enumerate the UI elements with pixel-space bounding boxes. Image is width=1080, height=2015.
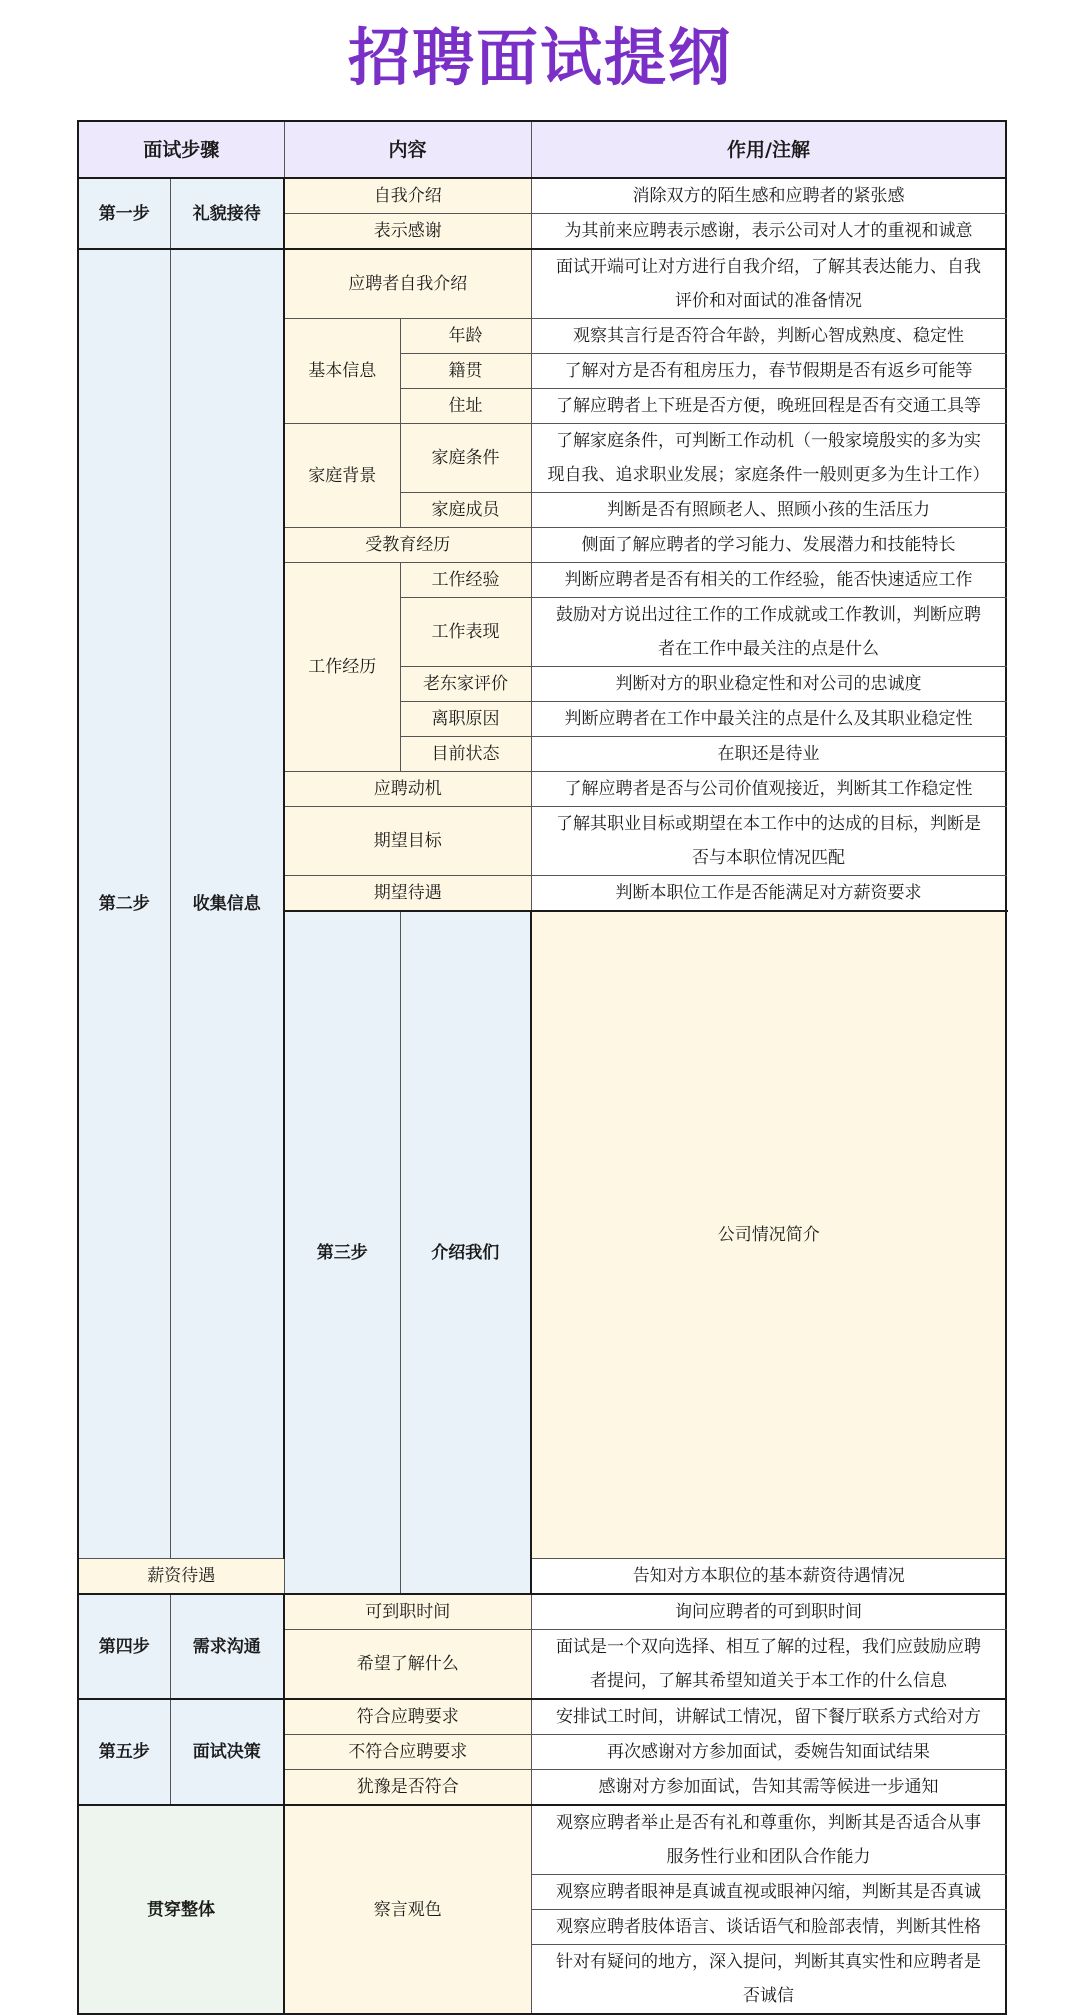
content-cell: 薪资待遇 bbox=[78, 1559, 284, 1595]
note-cell: 判断对方的职业稳定性和对公司的忠诚度 bbox=[531, 667, 1006, 702]
note-cell: 观察应聘者举止是否有礼和尊重你，判断其是否适合从事 bbox=[531, 1805, 1006, 1840]
step-label: 第一步 bbox=[78, 178, 170, 249]
sub-item-cell: 年龄 bbox=[400, 319, 531, 354]
table-row bbox=[78, 1805, 1006, 1840]
content-cell: 应聘者自我介绍 bbox=[284, 249, 531, 319]
note-cell: 了解应聘者上下班是否方便，晚班回程是否有交通工具等 bbox=[531, 389, 1006, 424]
sub-item-cell: 工作经验 bbox=[400, 563, 531, 598]
stage-label: 需求沟通 bbox=[170, 1594, 284, 1699]
content-cell: 表示感谢 bbox=[284, 214, 531, 250]
note-cell: 再次感谢对方参加面试，委婉告知面试结果 bbox=[531, 1735, 1006, 1770]
sub-item-cell: 工作表现 bbox=[400, 598, 531, 667]
content-cell: 符合应聘要求 bbox=[284, 1699, 531, 1735]
sub-item-cell: 家庭成员 bbox=[400, 493, 531, 528]
table-row bbox=[78, 1559, 1006, 1595]
overall-label: 贯穿整体 bbox=[78, 1805, 284, 2014]
table-row bbox=[78, 249, 1006, 284]
note-cell: 服务性行业和团队合作能力 bbox=[531, 1840, 1006, 1875]
content-cell: 希望了解什么 bbox=[284, 1630, 531, 1700]
note-cell: 针对有疑问的地方，深入提问，判断其真实性和应聘者是 bbox=[531, 1945, 1006, 1980]
page-title: 招聘面试提纲 bbox=[347, 21, 732, 94]
note-cell: 观察其言行是否符合年龄，判断心智成熟度、稳定性 bbox=[531, 319, 1006, 354]
group-cell: 工作经历 bbox=[284, 563, 400, 772]
sub-item-cell: 籍贯 bbox=[400, 354, 531, 389]
step-label: 第四步 bbox=[78, 1594, 170, 1699]
table-row bbox=[78, 1699, 1006, 1735]
note-cell: 判断本职位工作是否能满足对方薪资要求 bbox=[531, 876, 1006, 912]
note-cell: 为其前来应聘表示感谢，表示公司对人才的重视和诚意 bbox=[531, 214, 1006, 250]
stage-label: 面试决策 bbox=[170, 1699, 284, 1805]
step-label: 第三步 bbox=[284, 911, 400, 1594]
interview-outline-table bbox=[77, 120, 1007, 2015]
note-cell: 询问应聘者的可到职时间 bbox=[531, 1594, 1006, 1630]
note-cell: 告知对方本职位的基本薪资待遇情况 bbox=[531, 1559, 1006, 1595]
table-row bbox=[78, 1594, 1006, 1630]
header-steps: 面试步骤 bbox=[78, 121, 284, 178]
note-cell: 否与本职位情况匹配 bbox=[531, 841, 1006, 876]
content-cell: 期望目标 bbox=[284, 807, 531, 876]
note-cell: 了解对方是否有租房压力，春节假期是否有返乡可能等 bbox=[531, 354, 1006, 389]
note-cell: 观察应聘者眼神是真诚直视或眼神闪缩，判断其是否真诚 bbox=[531, 1875, 1006, 1910]
sub-item-cell: 老东家评价 bbox=[400, 667, 531, 702]
content-cell: 公司情况简介 bbox=[531, 911, 1006, 1559]
sub-item-cell: 家庭条件 bbox=[400, 424, 531, 493]
note-cell: 者在工作中最关注的点是什么 bbox=[531, 632, 1006, 667]
sub-item-cell: 目前状态 bbox=[400, 737, 531, 772]
header-content: 内容 bbox=[284, 121, 531, 178]
note-cell: 了解其职业目标或期望在本工作中的达成的目标，判断是 bbox=[531, 807, 1006, 842]
note-cell: 评价和对面试的准备情况 bbox=[531, 284, 1006, 319]
note-cell: 安排试工时间，讲解试工情况，留下餐厅联系方式给对方 bbox=[531, 1699, 1006, 1735]
content-cell: 察言观色 bbox=[284, 1805, 531, 2014]
note-cell: 判断是否有照顾老人、照顾小孩的生活压力 bbox=[531, 493, 1006, 528]
content-cell: 期望待遇 bbox=[284, 876, 531, 912]
note-cell: 感谢对方参加面试，告知其需等候进一步通知 bbox=[531, 1770, 1006, 1806]
stage-label: 介绍我们 bbox=[400, 911, 531, 1594]
note-cell: 面试开端可让对方进行自我介绍，了解其表达能力、自我 bbox=[531, 249, 1006, 284]
step-label: 第五步 bbox=[78, 1699, 170, 1805]
table-row bbox=[78, 178, 1006, 214]
content-cell: 犹豫是否符合 bbox=[284, 1770, 531, 1806]
step-label: 第二步 bbox=[78, 249, 170, 1559]
content-cell: 可到职时间 bbox=[284, 1594, 531, 1630]
note-cell: 观察应聘者肢体语言、谈话语气和脸部表情，判断其性格 bbox=[531, 1910, 1006, 1945]
note-cell: 在职还是待业 bbox=[531, 737, 1006, 772]
note-cell: 判断应聘者是否有相关的工作经验，能否快速适应工作 bbox=[531, 563, 1006, 598]
note-cell: 了解应聘者是否与公司价值观接近，判断其工作稳定性 bbox=[531, 772, 1006, 807]
header-notes: 作用/注解 bbox=[531, 121, 1006, 178]
note-cell: 面试是一个双向选择、相互了解的过程，我们应鼓励应聘 bbox=[531, 1630, 1006, 1665]
note-cell: 判断应聘者在工作中最关注的点是什么及其职业稳定性 bbox=[531, 702, 1006, 737]
sub-item-cell: 住址 bbox=[400, 389, 531, 424]
table-header-row bbox=[78, 121, 1006, 178]
content-cell: 受教育经历 bbox=[284, 528, 531, 563]
note-cell: 鼓励对方说出过往工作的工作成就或工作教训，判断应聘 bbox=[531, 598, 1006, 633]
sub-item-cell: 离职原因 bbox=[400, 702, 531, 737]
group-cell: 基本信息 bbox=[284, 319, 400, 424]
note-cell: 现自我、追求职业发展；家庭条件一般则更多为生计工作） bbox=[531, 458, 1006, 493]
note-cell: 消除双方的陌生感和应聘者的紧张感 bbox=[531, 178, 1006, 214]
content-cell: 不符合应聘要求 bbox=[284, 1735, 531, 1770]
note-cell: 者提问，了解其希望知道关于本工作的什么信息 bbox=[531, 1664, 1006, 1699]
note-cell: 侧面了解应聘者的学习能力、发展潜力和技能特长 bbox=[531, 528, 1006, 563]
content-cell: 应聘动机 bbox=[284, 772, 531, 807]
stage-label: 礼貌接待 bbox=[170, 178, 284, 249]
note-cell: 否诚信 bbox=[531, 1979, 1006, 2014]
note-cell: 了解家庭条件，可判断工作动机（一般家境殷实的多为实 bbox=[531, 424, 1006, 459]
stage-label: 收集信息 bbox=[170, 249, 284, 1559]
group-cell: 家庭背景 bbox=[284, 424, 400, 528]
content-cell: 自我介绍 bbox=[284, 178, 531, 214]
